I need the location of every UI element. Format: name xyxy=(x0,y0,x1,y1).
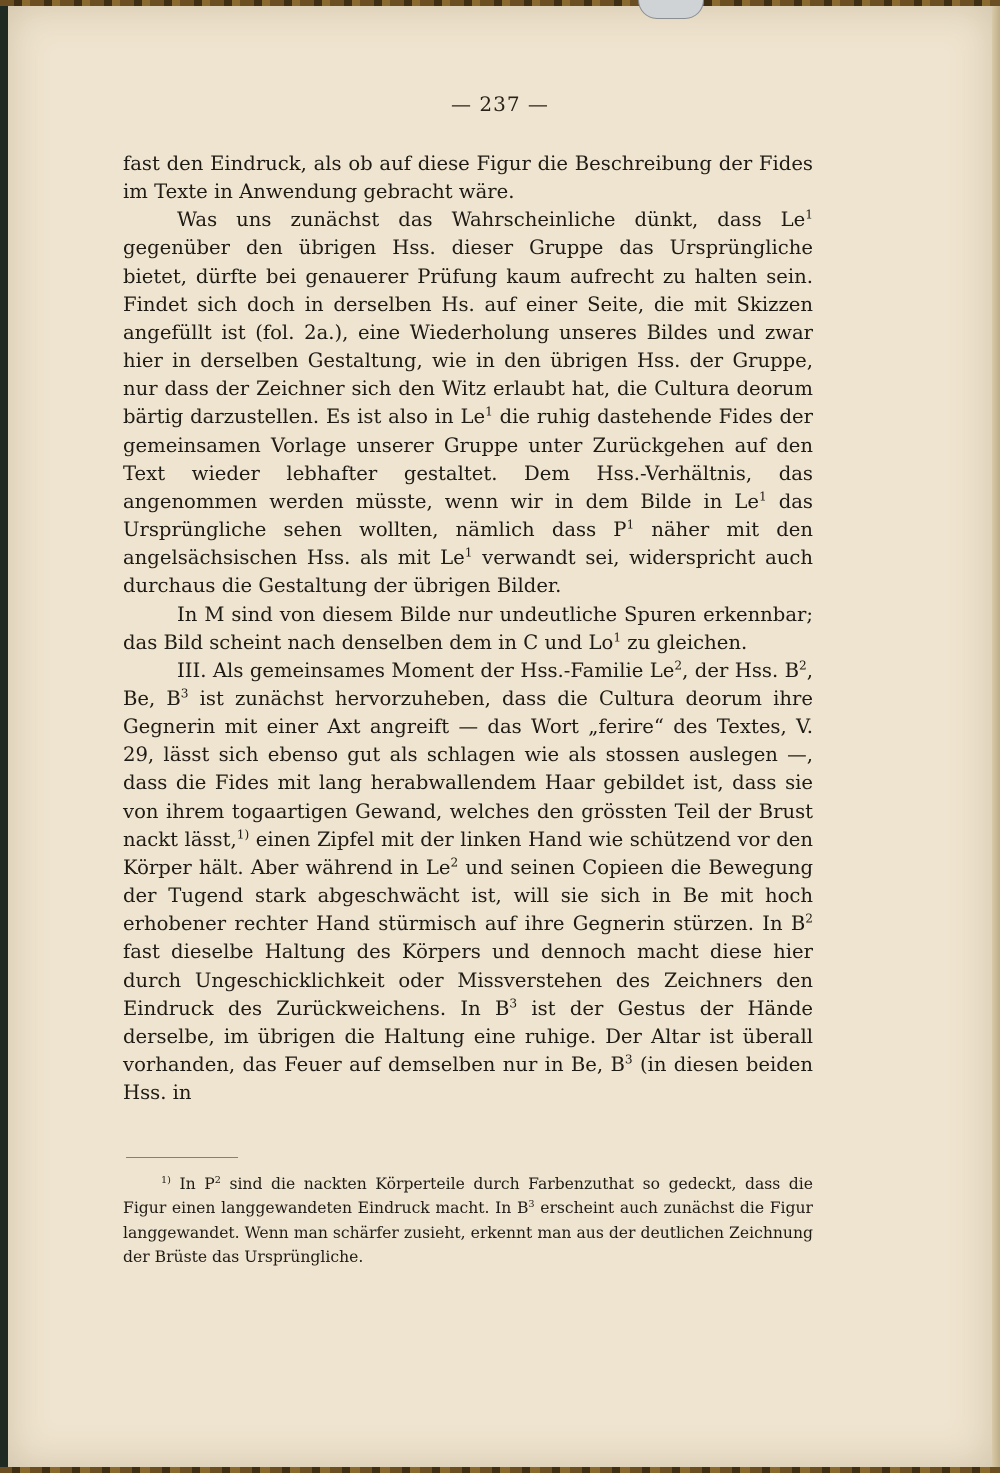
superscript: 3 xyxy=(528,1199,535,1211)
superscript: 1 xyxy=(464,545,473,560)
superscript: 1 xyxy=(613,630,622,645)
page-edge-bottom xyxy=(0,1467,1000,1473)
footnote-marker: 1) xyxy=(236,827,250,842)
superscript: 2 xyxy=(214,1175,221,1187)
bookmark-tab xyxy=(638,0,704,19)
superscript: 2 xyxy=(674,658,683,673)
footnote-divider xyxy=(126,1157,238,1158)
superscript: 2 xyxy=(450,855,459,870)
page-number: — 237 — xyxy=(451,92,549,116)
footnote-text: $^{1)}$ In $P^2$ sind die nackten Körperteile durch Farbenzuthat so gedeckt, dass die Figur einen langgewandeten Eindruck macht. In $B^3$ erscheint auch zunächst die Figur langgewandet. Wenn man schärfer zusieht, erkennt man aus der deutlichen Zeichnung der Brüste das Ursprüngliche. xyxy=(123,1175,813,1266)
superscript: 1 xyxy=(758,489,767,504)
superscript: 3 xyxy=(180,686,189,701)
superscript: 2 xyxy=(799,658,807,673)
footnote xyxy=(123,1172,813,1269)
superscript: 2 xyxy=(805,911,813,926)
paragraph-4: III. Als gemeinsames Moment der Hss.-Familie Le$^2$, der Hss. $B^2$, Be, $B^3$ ist zunächst hervorzuheben, dass die Cultura deorum ihre Gegnerin mit einer Axt angreift — das Wort „ferire“ des Textes, V. 29, lässt sich ebenso gut als schlagen wie als stossen auslegen —, dass die Fides mit lang herabwallendem Haar gebildet ist, dass sie von ihrem togaartigen Gewand, welches den grössten Teil der Brust nackt lässt,$^{1)}$ einen Zipfel mit der linken Hand wie schützend vor den Körper hält. Aber während in Le$^2$ und seinen Copieen die Bewegung der Tugend stark abgeschwächt ist, will sie sich in Be mit hoch erhobener rechter Hand stürmisch auf ihre Gegnerin stürzen. In $B^2$ fast dieselbe Haltung des Körpers und dennoch macht diese hier durch Ungeschicklichkeit oder Missverstehen des Zeichners den Eindruck des Zurückweichens. In $B^3$ ist der Gestus der Hände derselbe, im übrigen die Haltung eine ruhige. Der Altar ist überall vorhanden, das Feuer auf demselben nur in Be, $B^3$ (in diesen beiden Hss. in xyxy=(123,658,813,1105)
superscript: 3 xyxy=(509,996,518,1011)
book-binding-left xyxy=(0,0,8,1473)
superscript: 1 xyxy=(485,405,493,420)
paragraph-3: In M sind von diesem Bilde nur undeutliche Spuren erkennbar; das Bild scheint nach denselben dem in C und Lo$^1$ zu gleichen. xyxy=(123,602,813,654)
superscript: 3 xyxy=(624,1052,633,1067)
superscript: 1 xyxy=(626,517,635,532)
page-edge-top xyxy=(0,0,1000,6)
paragraph-1: fast den Eindruck, als ob auf diese Figur die Beschreibung der Fides im Texte in Anwendung gebracht wäre. xyxy=(123,152,813,204)
body-text xyxy=(123,150,813,1107)
paragraph-2: Was uns zunächst das Wahrscheinliche dünkt, dass Le$^1$ gegenüber den übrigen Hss. dieser Gruppe das Ursprüngliche bietet, dürfte bei genauerer Prüfung kaum aufrecht zu halten sein. Findet sich doch in derselben Hs. auf einer Seite, die mit Skizzen angefüllt ist (fol. 2a.), eine Wiederholung unseres Bildes und zwar hier in derselben Gestaltung, wie in den übrigen Hss. der Gruppe, nur dass der Zeichner sich den Witz erlaubt hat, die Cultura deorum bärtig darzustellen. Es ist also in Le$^1$ die ruhig dastehende Fides der gemeinsamen Vorlage unserer Gruppe unter Zurückgehen auf den Text wieder lebhafter gestaltet. Dem Hss.-Verhältnis, das angenommen werden müsste, wenn wir in dem Bilde in Le$^1$ das Ursprüngliche sehen wollten, nämlich dass $P^1$ näher mit den angelsächsischen Hss. als mit Le$^1$ verwandt sei, widerspricht auch durchaus die Gestaltung der übrigen Bilder. xyxy=(123,208,813,598)
footnote-number: 1) xyxy=(161,1175,171,1187)
page-edge-right xyxy=(992,0,1000,1473)
book-page xyxy=(8,6,992,1467)
superscript: 1 xyxy=(805,208,813,223)
